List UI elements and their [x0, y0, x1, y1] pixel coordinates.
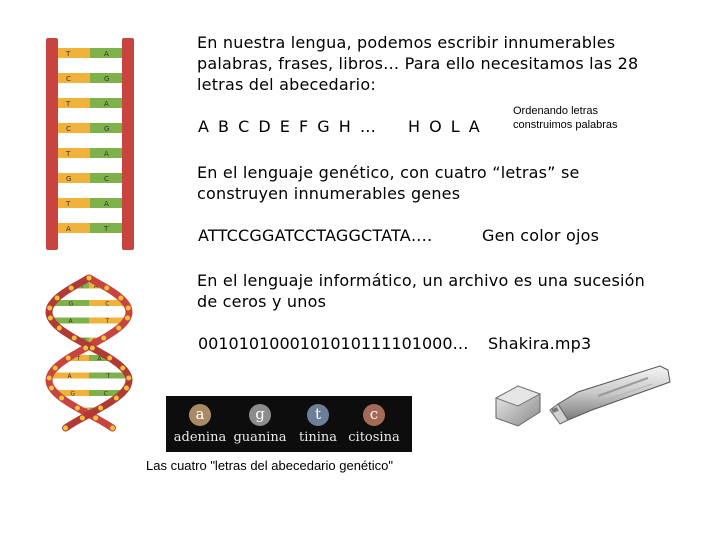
helix-node: [69, 286, 74, 291]
helix-rung-right-label: G: [81, 338, 87, 345]
base-name-guanina: guanina: [233, 430, 287, 445]
dna-sequence: ATTCCGGATCCTAGGCTATA….: [198, 226, 433, 245]
helix-node: [126, 376, 131, 381]
ladder-rung: [58, 123, 122, 133]
ladder-rung-left-label: T: [66, 200, 71, 208]
ladder-rung-right-label: G: [104, 125, 110, 133]
helix-node: [101, 336, 106, 341]
helix-node: [124, 386, 129, 391]
helix-node: [114, 396, 119, 401]
helix-node: [63, 426, 68, 431]
helix-node: [110, 426, 115, 431]
helix-node: [120, 366, 125, 371]
helix-node: [66, 356, 71, 361]
hola-example: H O L A: [408, 117, 482, 136]
helix-node: [72, 336, 77, 341]
helix-rung-right-label: T: [80, 283, 84, 290]
ladder-rung-right-label: A: [104, 100, 109, 108]
ladder-rung: [58, 73, 122, 83]
ladder-rung-right-label: A: [104, 200, 109, 208]
helix-rung-left-label: A: [93, 283, 98, 290]
helix-node: [118, 296, 123, 301]
helix-rung-right-label: C: [103, 390, 108, 398]
helix-node: [116, 326, 121, 331]
helix-node: [87, 276, 92, 281]
base-letter-c: c: [363, 404, 385, 426]
usb-body: [550, 366, 670, 424]
helix-rung: [52, 318, 126, 325]
helix-rung-right-label: T: [106, 373, 111, 380]
ladder-rung: [58, 148, 122, 158]
ladder-rung: [58, 223, 122, 233]
base-cytosine: [344, 404, 404, 445]
ordering-note: Ordenando letras construimos palabras: [513, 105, 618, 131]
base-thymine: [288, 404, 348, 445]
nucleotide-bases-strip: [166, 396, 412, 452]
helix-node: [48, 316, 53, 321]
helix-node: [57, 326, 62, 331]
helix-node: [47, 376, 52, 381]
helix-rung-right-label: G: [68, 300, 74, 308]
helix-rung: [50, 373, 128, 380]
computer-paragraph: En el lenguaje informático, un archivo es una sucesión de ceros y unos: [197, 271, 645, 311]
ladder-rung-right-label: A: [104, 150, 109, 158]
helix-rung-right-label: A: [97, 355, 102, 363]
helix-node: [126, 306, 131, 311]
ladder-rung-left-label: T: [66, 50, 71, 58]
helix-node: [125, 316, 130, 321]
usb-cap: [496, 386, 540, 426]
ladder-rung-right-label: T: [104, 225, 109, 233]
helix-node: [59, 396, 64, 401]
helix-rung-left-label: C: [105, 300, 110, 308]
ladder-rung-left-label: C: [66, 75, 71, 83]
helix-node: [107, 356, 112, 361]
helix-rung-left-label: A: [67, 373, 72, 380]
helix-rung-right-label: A: [68, 318, 73, 325]
ladder-backbone-right: [122, 38, 134, 250]
helix-rung-right-label: A: [90, 408, 95, 415]
genetic-paragraph: En el lenguaje genético, con cuatro “letras” se construyen innumerables genes: [197, 163, 580, 203]
helix-node: [98, 406, 103, 411]
base-guanine: [230, 404, 290, 445]
helix-rung-left-label: T: [76, 355, 81, 363]
file-label: Shakira.mp3: [488, 334, 592, 353]
dna-ladder-illustration: [42, 34, 138, 254]
base-letter-t: t: [307, 404, 329, 426]
base-name-citosina: citosina: [348, 430, 400, 445]
ladder-rung: [58, 48, 122, 58]
helix-node: [83, 346, 88, 351]
helix-node: [90, 346, 95, 351]
helix-rung-left-label: G: [70, 390, 75, 398]
helix-node: [93, 416, 98, 421]
helix-node: [49, 386, 54, 391]
ladder-rung-right-label: C: [104, 175, 109, 183]
dna-helix-illustration: [36, 272, 142, 434]
ladder-backbone-left: [46, 38, 58, 250]
helix-node: [80, 416, 85, 421]
base-name-adenina: adenina: [173, 430, 227, 445]
bases-caption: Las cuatro "letras del abecedario genético": [146, 458, 393, 473]
alphabet-example: A B C D E F G H …: [198, 117, 378, 136]
helix-node: [53, 366, 58, 371]
intro-paragraph: En nuestra lengua, podemos escribir innumerables palabras, frases, libros… Para ello necesitamos las 28 letras del abecedario:: [197, 33, 639, 94]
gene-label: Gen color ojos: [482, 226, 600, 245]
usb-drive-icon: [488, 360, 678, 440]
ladder-rung: [58, 98, 122, 108]
ladder-rung-right-label: G: [104, 75, 110, 83]
helix-node: [75, 406, 80, 411]
helix-node: [104, 286, 109, 291]
base-letter-a: a: [189, 404, 211, 426]
ladder-rung-left-label: G: [66, 175, 72, 183]
ladder-rung-left-label: T: [66, 150, 71, 158]
binary-sequence: 0010101000101010111101000…: [198, 334, 469, 353]
base-letter-g: g: [249, 404, 271, 426]
ladder-rung-left-label: A: [66, 225, 71, 233]
helix-rung-left-label: C: [92, 338, 97, 345]
ladder-rung-left-label: C: [66, 125, 71, 133]
ladder-rung: [58, 173, 122, 183]
ladder-rung: [58, 198, 122, 208]
ladder-rung-right-label: A: [104, 50, 109, 58]
helix-node: [47, 306, 52, 311]
helix-rung: [52, 301, 125, 308]
ladder-rung-left-label: T: [66, 100, 71, 108]
base-name-tinina: tinina: [298, 430, 338, 445]
base-adenine: [170, 404, 230, 445]
helix-rung-left-label: T: [83, 408, 88, 415]
helix-rung-left-label: T: [105, 318, 110, 325]
helix-node: [55, 296, 60, 301]
helix-rung: [56, 391, 123, 398]
